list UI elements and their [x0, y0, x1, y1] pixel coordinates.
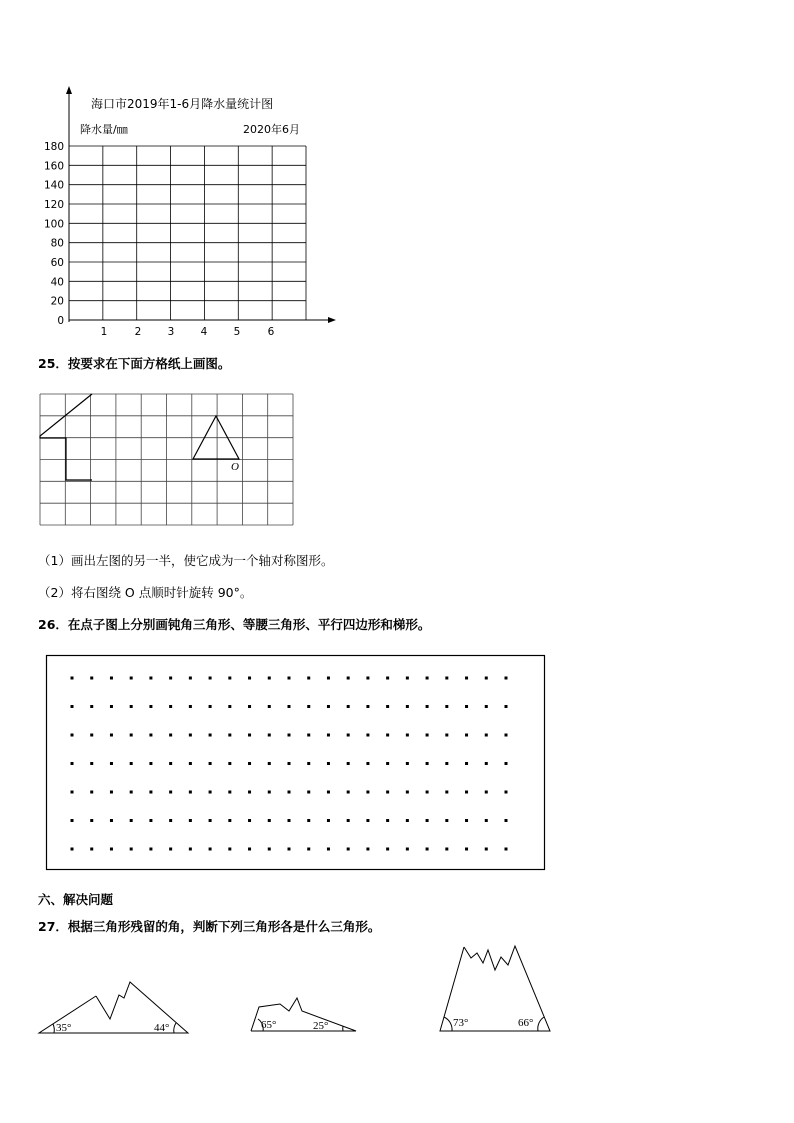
tri1-right-angle: 44°: [154, 1022, 170, 1034]
grid-dot: [347, 791, 350, 794]
grid-dot: [130, 705, 133, 708]
tri3-left-angle: 73°: [453, 1017, 469, 1029]
question-25-text: 25．按要求在下面方格纸上画图。: [38, 356, 231, 371]
question-25-sub2: （2）将右图绕 O 点顺时针旋转 90°。: [38, 585, 253, 600]
grid-dot: [307, 705, 310, 708]
grid-dot: [248, 734, 251, 737]
x-tick-label: 6: [267, 326, 275, 338]
grid-dot: [465, 762, 468, 765]
grid-dot: [406, 819, 409, 822]
grid-dot: [228, 791, 231, 794]
grid-dot: [386, 734, 389, 737]
grid-dot: [228, 848, 231, 851]
grid-dot: [406, 762, 409, 765]
grid-dot: [366, 791, 369, 794]
dot-grid-box: [0, 650, 560, 875]
grid-dot: [248, 762, 251, 765]
grid-dot: [169, 791, 172, 794]
grid-dot: [465, 677, 468, 680]
grid-dot: [307, 762, 310, 765]
grid-dot: [130, 791, 133, 794]
grid-dot: [366, 819, 369, 822]
section-6-title: 六、解决问题: [38, 892, 114, 907]
grid-dot: [485, 677, 488, 680]
y-unit-label: 降水量/㎜: [80, 123, 128, 136]
grid-dot: [209, 791, 212, 794]
grid-dot: [406, 791, 409, 794]
grid-dot: [386, 819, 389, 822]
grid-dot: [347, 848, 350, 851]
grid-dot: [426, 848, 429, 851]
grid-dot: [347, 677, 350, 680]
grid-dot: [209, 819, 212, 822]
grid-dot: [71, 762, 74, 765]
grid-dot: [366, 762, 369, 765]
grid-dot: [268, 819, 271, 822]
grid-dot: [386, 848, 389, 851]
grid-dot: [288, 734, 291, 737]
grid-dot: [327, 734, 330, 737]
grid-dot: [149, 791, 152, 794]
x-tick-label: 2: [134, 326, 142, 338]
grid-dot: [347, 762, 350, 765]
y-tick-label: 180: [43, 141, 64, 153]
grid-dot: [485, 762, 488, 765]
grid-dot: [406, 848, 409, 851]
grid-dot: [90, 705, 93, 708]
dot-grid-border: [47, 656, 545, 870]
y-tick-label: 100: [43, 218, 64, 231]
grid-dot: [209, 734, 212, 737]
grid-dot: [327, 791, 330, 794]
grid-dot: [505, 791, 508, 794]
grid-dot: [248, 791, 251, 794]
y-tick-label: 140: [43, 179, 64, 192]
grid-dot: [268, 848, 271, 851]
grid-dot: [347, 705, 350, 708]
tri2-right-angle: 25°: [313, 1020, 329, 1032]
grid-dot: [386, 762, 389, 765]
y-tick-label: 20: [50, 295, 64, 308]
grid-dot: [485, 734, 488, 737]
grid-dot: [268, 791, 271, 794]
grid-dot: [130, 762, 133, 765]
grid-dot: [386, 791, 389, 794]
grid-dot: [327, 819, 330, 822]
grid-dot: [189, 677, 192, 680]
broken-triangle-3: [440, 946, 550, 1031]
grid-dot: [149, 705, 152, 708]
grid-dot: [485, 791, 488, 794]
grid-dot: [169, 677, 172, 680]
grid-dot: [71, 705, 74, 708]
grid-dot: [366, 705, 369, 708]
grid-dot: [189, 705, 192, 708]
grid-dot: [209, 848, 212, 851]
y-tick-label: 120: [43, 199, 64, 211]
grid-dot: [149, 819, 152, 822]
grid-dot: [307, 819, 310, 822]
grid-dot: [426, 791, 429, 794]
grid-dot: [110, 848, 113, 851]
broken-triangle-2: [251, 998, 356, 1032]
grid-dot: [465, 848, 468, 851]
grid-dot: [406, 705, 409, 708]
grid-dot: [327, 705, 330, 708]
grid-dot: [307, 734, 310, 737]
left-half-figure: [40, 394, 92, 480]
grid-dot: [71, 677, 74, 680]
grid-dot: [465, 819, 468, 822]
grid-dot: [130, 677, 133, 680]
grid-dot: [149, 762, 152, 765]
grid-dot: [327, 848, 330, 851]
x-tick-label: 1: [100, 326, 108, 338]
tri2-left-angle: 65°: [261, 1019, 277, 1031]
x-axis-arrow: [328, 317, 336, 323]
grid-dot: [248, 819, 251, 822]
grid-dot: [110, 762, 113, 765]
grid-dot: [110, 705, 113, 708]
grid-dot: [189, 819, 192, 822]
grid-dot: [445, 734, 448, 737]
grid-dot: [169, 848, 172, 851]
grid-dot: [268, 705, 271, 708]
grid-dot: [465, 791, 468, 794]
grid-dot: [110, 734, 113, 737]
q27-triangles: [0, 935, 794, 1045]
grid-dot: [307, 848, 310, 851]
grid-dot: [228, 705, 231, 708]
x-tick-label: 3: [167, 326, 175, 338]
grid-dot: [426, 677, 429, 680]
grid-dot: [71, 791, 74, 794]
grid-dot: [189, 848, 192, 851]
grid-dot: [505, 677, 508, 680]
grid-dot: [406, 677, 409, 680]
grid-dot: [445, 848, 448, 851]
y-tick-label: 40: [50, 276, 64, 289]
grid-dot: [71, 734, 74, 737]
grid-dot: [426, 705, 429, 708]
grid-dot: [505, 848, 508, 851]
grid-dot: [169, 762, 172, 765]
grid-dot: [228, 819, 231, 822]
grid-dot: [288, 819, 291, 822]
grid-dot: [505, 705, 508, 708]
grid-dot: [288, 677, 291, 680]
grid-dot: [268, 677, 271, 680]
grid-dot: [426, 819, 429, 822]
grid-dot: [505, 762, 508, 765]
grid-dot: [90, 677, 93, 680]
grid-dot: [426, 734, 429, 737]
grid-dot: [465, 705, 468, 708]
y-tick-label: 160: [43, 160, 64, 173]
y-tick-labels: [44, 141, 64, 327]
grid-dot: [169, 705, 172, 708]
grid-dot: [307, 791, 310, 794]
grid-dot: [189, 762, 192, 765]
grid-dot: [110, 791, 113, 794]
grid-dot: [327, 677, 330, 680]
grid-dot: [189, 734, 192, 737]
y-tick-label: 60: [50, 257, 64, 269]
grid-dot: [248, 705, 251, 708]
grid-dot: [110, 677, 113, 680]
chart-date: 2020年6月: [243, 123, 300, 136]
grid-dot: [386, 677, 389, 680]
grid-dot: [228, 734, 231, 737]
grid-dot: [426, 762, 429, 765]
point-o-label: O: [231, 461, 239, 473]
tri1-left-angle: 35°: [56, 1022, 72, 1034]
grid-dot: [90, 819, 93, 822]
grid-dot: [445, 762, 448, 765]
grid-dot: [189, 791, 192, 794]
grid-dot: [327, 762, 330, 765]
grid-dot: [288, 762, 291, 765]
grid-dot: [110, 819, 113, 822]
grid-dot: [209, 762, 212, 765]
square-grid: [40, 394, 293, 525]
y-tick-label: 0: [57, 315, 64, 327]
dot-grid: [71, 677, 508, 851]
question-25-sub1: （1）画出左图的另一半，使它成为一个轴对称图形。: [38, 553, 334, 568]
grid-dot: [465, 734, 468, 737]
grid-dot: [347, 819, 350, 822]
grid-dot: [149, 677, 152, 680]
y-tick-label: 80: [50, 237, 64, 250]
question-26-text: 26．在点子图上分别画钝角三角形、等腰三角形、平行四边形和梯形。: [38, 617, 431, 632]
grid-dot: [248, 677, 251, 680]
chart-grid: [69, 146, 306, 320]
question-27-text: 27．根据三角形残留的角，判断下列三角形各是什么三角形。: [38, 919, 381, 934]
grid-dot: [90, 848, 93, 851]
grid-dot: [288, 848, 291, 851]
grid-dot: [288, 705, 291, 708]
grid-dot: [90, 762, 93, 765]
grid-dot: [268, 762, 271, 765]
grid-dot: [268, 734, 271, 737]
grid-dot: [485, 705, 488, 708]
grid-dot: [169, 734, 172, 737]
tri3-right-angle: 66°: [518, 1017, 534, 1029]
q25-grid-paper: [0, 385, 320, 535]
broken-triangle-1: [39, 982, 188, 1034]
grid-dot: [485, 848, 488, 851]
grid-dot: [406, 734, 409, 737]
grid-dot: [71, 848, 74, 851]
x-tick-label: 5: [233, 326, 241, 338]
chart-title: 海口市2019年1-6月降水量统计图: [91, 97, 274, 111]
grid-dot: [366, 677, 369, 680]
grid-dot: [288, 791, 291, 794]
grid-dot: [90, 791, 93, 794]
grid-dot: [149, 848, 152, 851]
grid-dot: [366, 734, 369, 737]
grid-dot: [248, 848, 251, 851]
grid-dot: [445, 677, 448, 680]
grid-dot: [209, 705, 212, 708]
grid-dot: [169, 819, 172, 822]
grid-dot: [445, 705, 448, 708]
grid-dot: [485, 819, 488, 822]
y-axis-arrow: [66, 86, 72, 94]
grid-dot: [130, 819, 133, 822]
grid-dot: [366, 848, 369, 851]
grid-dot: [209, 677, 212, 680]
grid-dot: [505, 819, 508, 822]
grid-dot: [307, 677, 310, 680]
grid-dot: [228, 677, 231, 680]
grid-dot: [505, 734, 508, 737]
grid-dot: [149, 734, 152, 737]
grid-dot: [445, 791, 448, 794]
grid-dot: [228, 762, 231, 765]
grid-dot: [71, 819, 74, 822]
rainfall-chart: [0, 0, 794, 345]
x-tick-labels: [101, 326, 275, 338]
grid-dot: [90, 734, 93, 737]
grid-dot: [130, 848, 133, 851]
grid-dot: [130, 734, 133, 737]
x-tick-label: 4: [200, 326, 208, 338]
grid-dot: [445, 819, 448, 822]
grid-dot: [347, 734, 350, 737]
grid-dot: [386, 705, 389, 708]
